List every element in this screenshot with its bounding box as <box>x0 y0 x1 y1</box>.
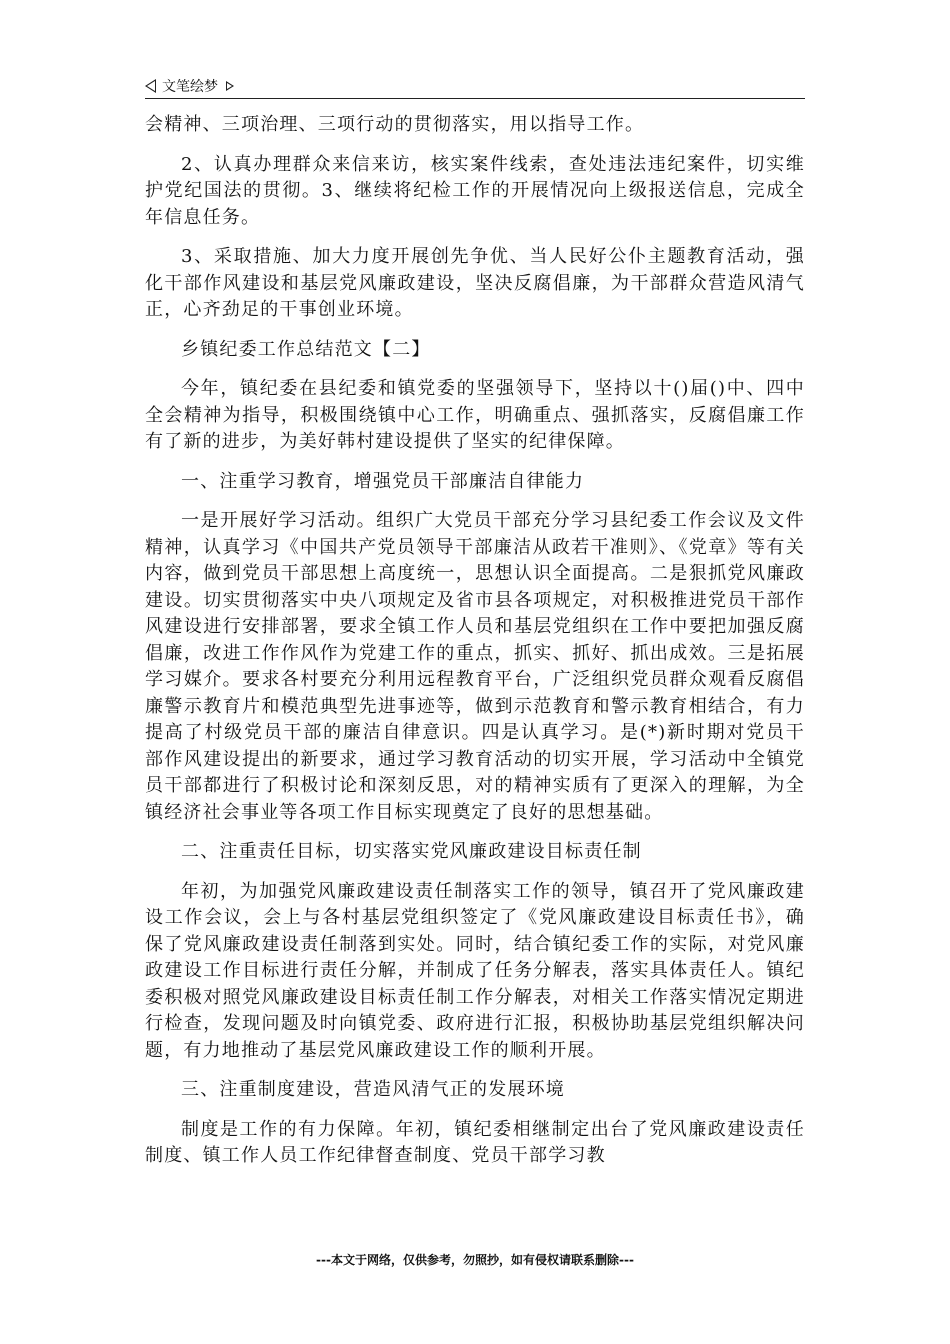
paragraph: 年初，为加强党风廉政建设责任制落实工作的领导，镇召开了党风廉政建设工作会议，会上与各村基层党组织签定了《党风廉政建设目标责任书》，确保了党风廉政建设责任制落到实处。同时，结合镇纪委工作的实际，对党风廉政建设工作目标进行责任分解，并制成了任务分解表，落实具体责任人。镇纪委积极对照党风廉政建设目标责任制工作分解表，对相关工作落实情况定期进行检查，发现问题及时向镇党委、政府进行汇报，积极协助基层党组织解决问题，有力地推动了基层党风廉政建设工作的顺利开展。 <box>145 880 805 1061</box>
header-title: 文笔绘梦 <box>162 79 218 95</box>
paragraph: 2、认真办理群众来信来访，核实案件线索，查处违法违纪案件，切实维护党纪国法的贯彻。3、继续将纪检工作的开展情况向上级报送信息，完成全年信息任务。 <box>145 153 805 228</box>
section-heading: 一、注重学习教育，增强党员干部廉洁自律能力 <box>181 470 585 492</box>
document-body <box>145 112 805 1183</box>
section-heading: 二、注重责任目标，切实落实党风廉政建设目标责任制 <box>181 841 642 862</box>
triangle-left-icon <box>145 79 156 93</box>
paragraph: 制度是工作的有力保障。年初，镇纪委相继制定出台了党风廉政建设责任制度、镇工作人员工作纪律督查制度、党员干部学习教 <box>145 1118 805 1166</box>
paragraph: 会精神、三项治理、三项行动的贯彻落实，用以指导工作。 <box>145 114 645 135</box>
triangle-right-icon <box>226 81 234 91</box>
paragraph: 3、采取措施、加大力度开展创先争优、当人民好公仆主题教育活动，强化干部作风建设和基层党风廉政建设，坚决反腐倡廉，为干部群众营造风清气正，心齐劲足的干事创业环境。 <box>145 246 805 320</box>
section-heading: 三、注重制度建设，营造风清气正的发展环境 <box>181 1079 565 1100</box>
section-title: 乡镇纪委工作总结范文【二】 <box>181 338 431 360</box>
paragraph: 一是开展好学习活动。组织广大党员干部充分学习县纪委工作会议及文件精神，认真学习《中国共产党员领导干部廉洁从政若干准则》、《党章》等有关内容，做到党员干部思想上高度统一，思想认识全面提高。二是狠抓党风廉政建设。切实贯彻落实中央八项规定及省市县各项规定，对积极推进党员干部作风建设进行安排部署，要求全镇工作人员和基层党组织在工作中要把加强反腐倡廉，改进工作作风作为党建工作的重点，抓实、抓好、抓出成效。三是拓展学习媒介。要求各村要充分利用远程教育平台，广泛组织党员群众观看反腐倡廉警示教育片和模范典型先进事迹等，做到示范教育和警示教育相结合，有力提高了村级党员干部的廉洁自律意识。四是认真学习。是(*)新时期对党员干部作风建设提出的新要求，通过学习教育活动的切实开展，学习活动中全镇党员干部都进行了积极讨论和深刻反思，对的精神实质有了更深入的理解，为全镇经济社会事业等各项工作目标实现奠定了良好的思想基础。 <box>145 510 805 823</box>
page-footer: ---本文于网络，仅供参考，勿照抄，如有侵权请联系删除--- <box>316 1253 634 1267</box>
page-header <box>145 74 805 99</box>
paragraph: 今年，镇纪委在县纪委和镇党委的坚强领导下，坚持以十()届()中、四中全会精神为指导，积极围绕镇中心工作，明确重点、强抓落实，反腐倡廉工作有了新的进步，为美好韩村建设提供了坚实的纪律保障。 <box>145 378 805 452</box>
